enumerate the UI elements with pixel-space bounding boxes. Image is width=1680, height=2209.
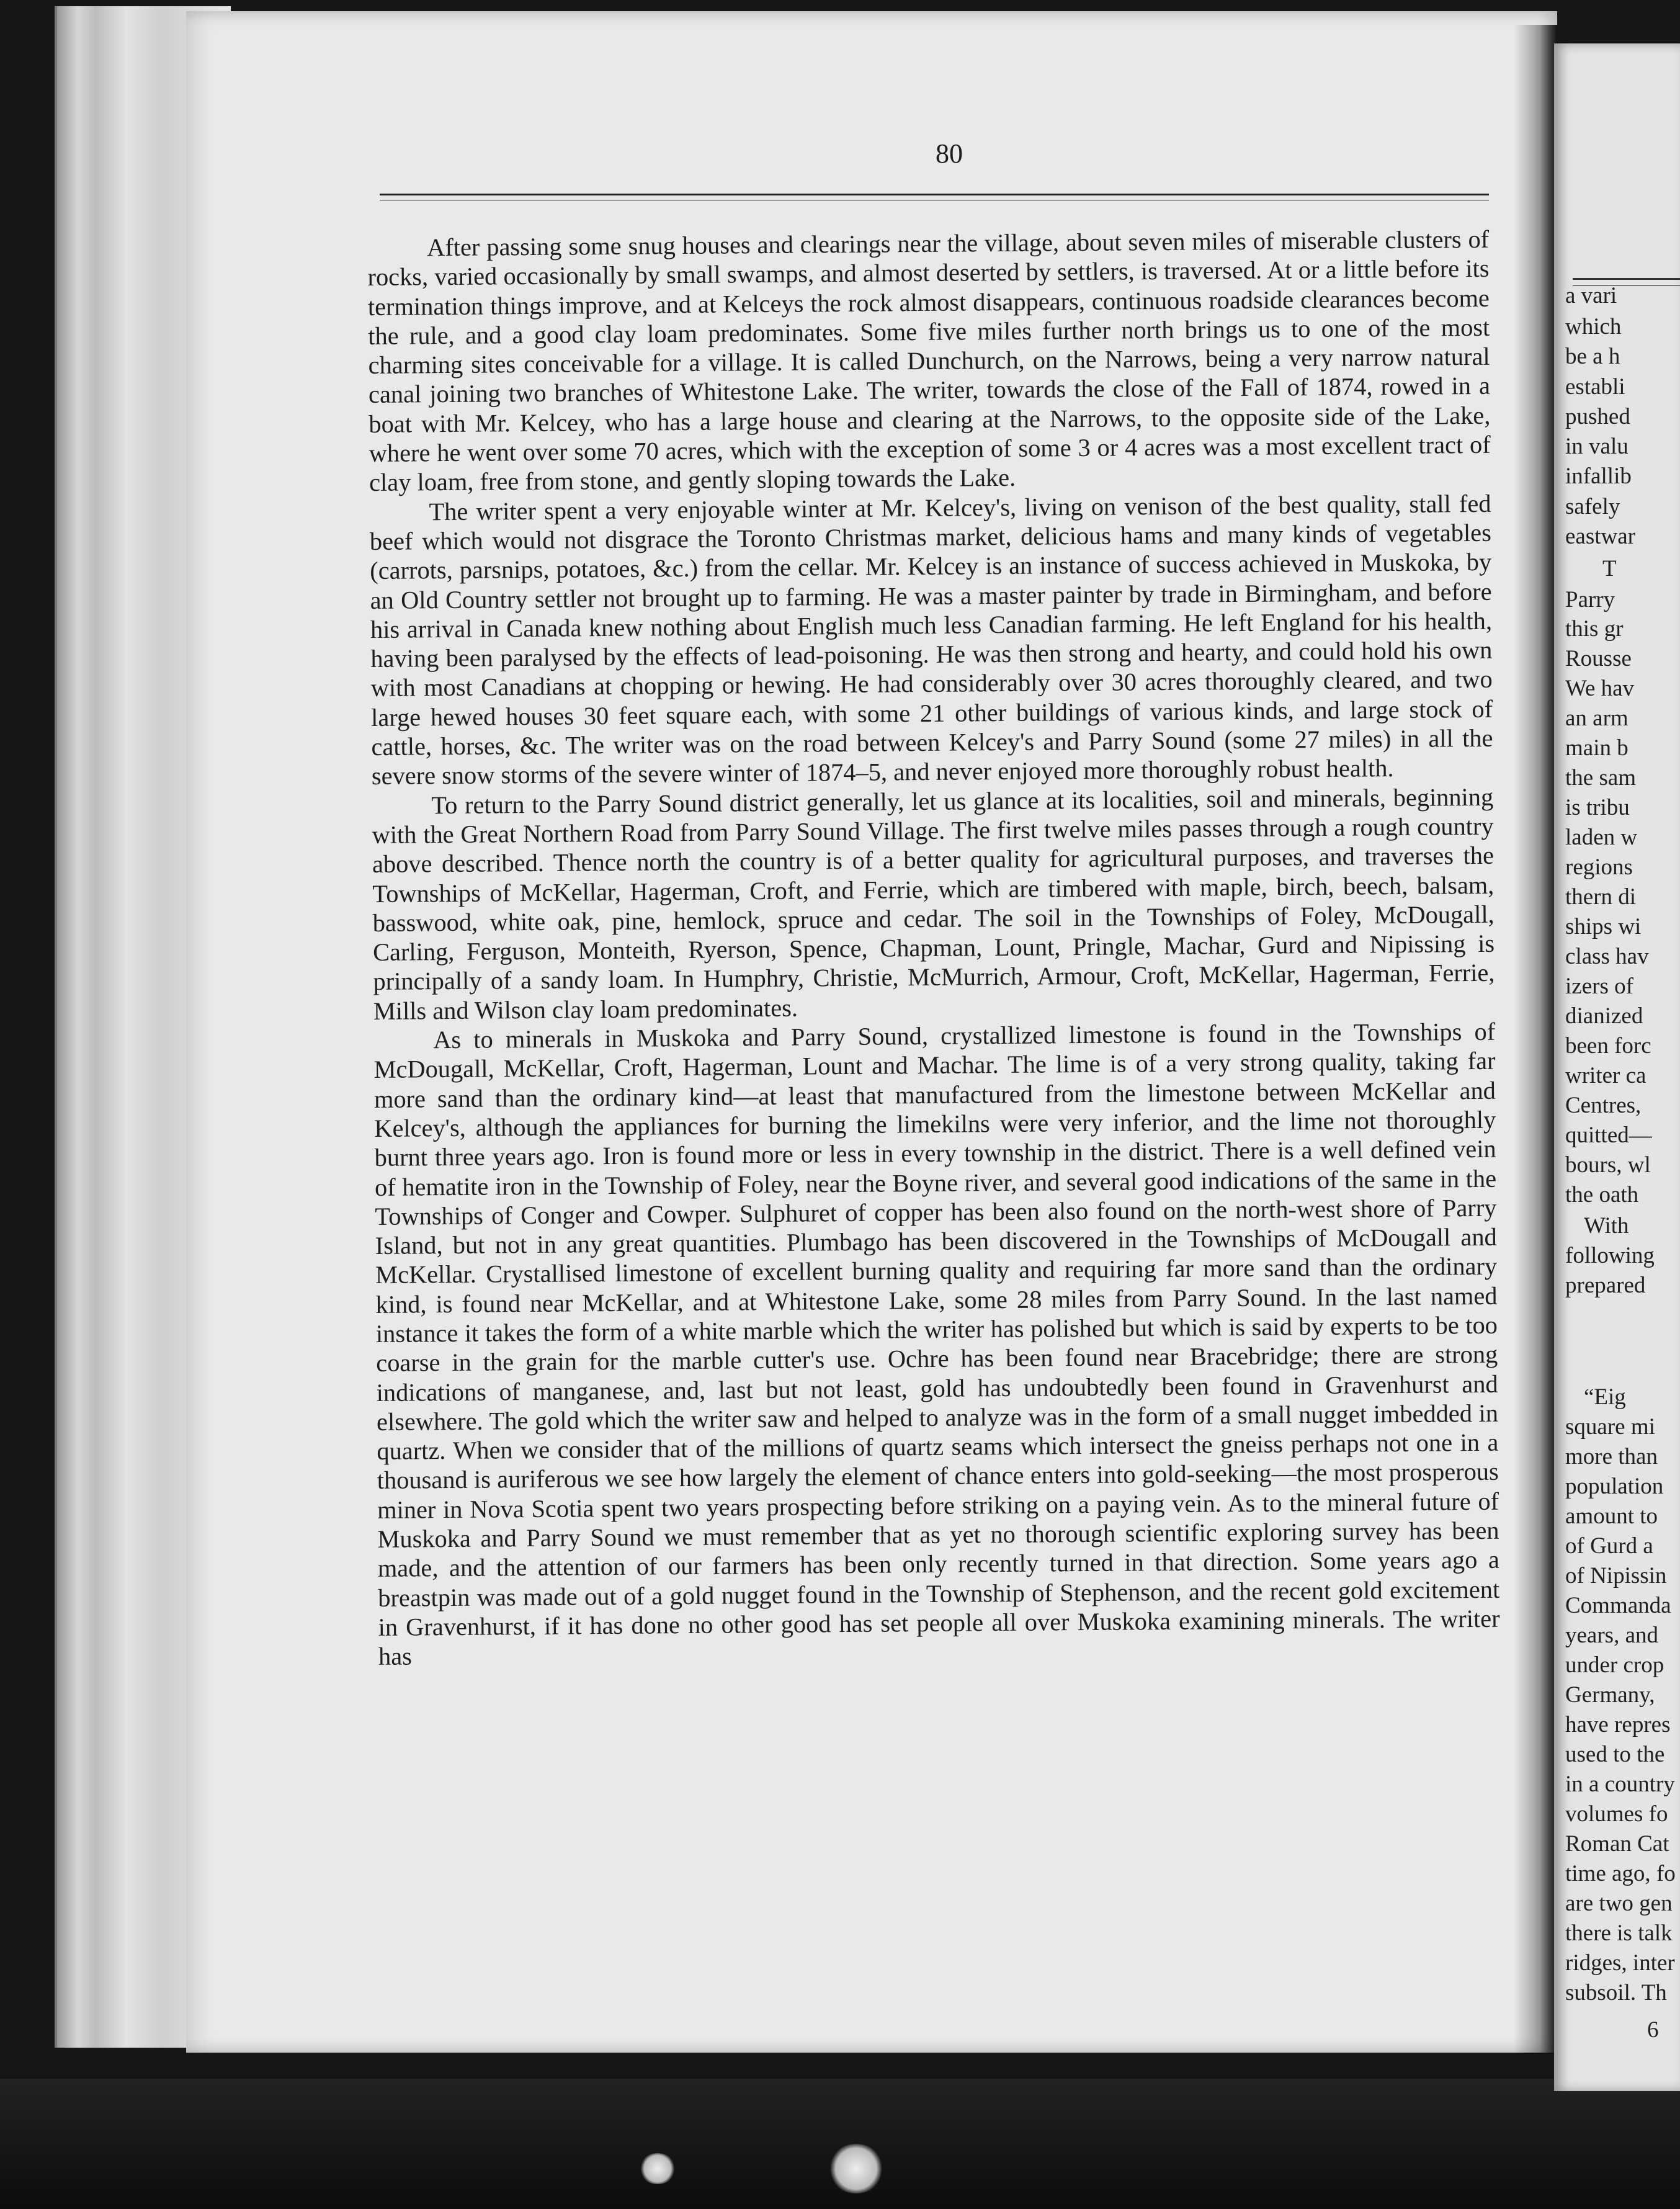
next-page-line-fragment: be a h xyxy=(1565,344,1620,369)
next-page-line-fragment: 6 xyxy=(1647,2017,1659,2043)
next-page-line-fragment: of Gurd a xyxy=(1565,1533,1653,1559)
next-page-line-fragment: quitted— xyxy=(1565,1122,1652,1148)
next-page-line-fragment: We hav xyxy=(1565,676,1635,701)
next-page-line-fragment: which xyxy=(1565,314,1622,339)
next-page-line-fragment: bours, wl xyxy=(1565,1152,1651,1178)
next-page-line-fragment: amount to xyxy=(1565,1503,1658,1529)
next-page-line-fragment: pushed xyxy=(1565,404,1630,429)
next-page-line-fragment: this gr xyxy=(1565,616,1624,642)
paragraph: To return to the Parry Sound district generally, let us glance at its localities, soil and minerals, beginning with the Great Northern Road from Parry Sound Village. The first twelve miles passes through a rough country above described. Thence north the country is of a better quality for agricultural purposes, and traverses the Townships of McKellar, Hagerman, Croft, and Ferrie, which are timbered with maple, birch, beech, balsam, basswood, white oak, pine, hemlock, spruce and cedar. The soil in the Townships of Foley, McDougall, Carling, Ferguson, Monteith, Ryerson, Spence, Chapman, Lount, Pringle, Machar, Gurd and Nipissing is principally of a sandy loam. In Humphry, Christie, McMurrich, Armour, Croft, McKellar, Hagerman, Ferrie, Mills and Wilson clay loam predominates. xyxy=(372,782,1495,1025)
next-page-line-fragment: subsoil. Th xyxy=(1565,1980,1667,2005)
next-page-edge xyxy=(1554,43,1680,2091)
backdrop-speck xyxy=(639,2153,676,2184)
next-page-line-fragment: Rousse xyxy=(1565,646,1632,671)
page-body xyxy=(367,225,1500,1672)
scanner-backdrop xyxy=(0,2079,1680,2209)
next-page-line-fragment: safely xyxy=(1565,494,1620,519)
backdrop-speck xyxy=(828,2144,884,2193)
next-page-line-fragment: Roman Cat xyxy=(1565,1831,1669,1857)
next-page-line-fragment: are two gen xyxy=(1565,1891,1673,1916)
next-page-line-fragment: Germany, xyxy=(1565,1682,1655,1708)
next-page-line-fragment: main b xyxy=(1565,735,1629,761)
next-page-line-fragment: prepared xyxy=(1565,1273,1646,1298)
next-page-line-fragment: regions xyxy=(1565,854,1633,880)
next-page-line-fragment: have repres xyxy=(1565,1712,1671,1737)
next-page-line-fragment: Centres, xyxy=(1565,1093,1642,1118)
next-page-line-fragment: used to the xyxy=(1565,1742,1665,1767)
next-page-line-fragment: volumes fo xyxy=(1565,1801,1668,1827)
next-page-line-fragment: the sam xyxy=(1565,765,1637,791)
next-page-line-fragment: With xyxy=(1584,1213,1629,1239)
paragraph: After passing some snug houses and clearings near the village, about seven miles of miserable clusters of rocks, varied occasionally by small swamps, and almost deserted by settlers, is traversed. At or a little before its termination things improve, and at Kelceys the rock almost disappears, continuous roadside clearances become the rule, and a good clay loam predominates. Some five miles further north brings us to one of the most charming sites conceivable for a village. It is called Dunchurch, on the Narrows, being a very narrow natural canal joining two branches of Whitestone Lake. The writer, towards the close of the Fall of 1874, rowed in a boat with Mr. Kelcey, who has a large house and clearing at the Narrows, to the opposite side of the Lake, where he went over some 70 acres, which with the exception of some 3 or 4 acres was a most excellent tract of clay loam, free from stone, and gently sloping towards the Lake. xyxy=(367,225,1491,497)
next-page-line-fragment: dianized xyxy=(1565,1003,1643,1029)
next-page-line-fragment: under crop xyxy=(1565,1652,1664,1678)
next-page-line-fragment: a vari xyxy=(1565,283,1617,308)
next-page-line-fragment: an arm xyxy=(1565,706,1629,731)
next-page-line-fragment: there is talk xyxy=(1565,1920,1673,1946)
next-page-line-fragment: of Nipissin xyxy=(1565,1563,1667,1588)
next-page-line-fragment: Commanda xyxy=(1565,1593,1671,1618)
next-page-line-fragment: T xyxy=(1602,556,1617,581)
next-page-line-fragment: writer ca xyxy=(1565,1063,1646,1088)
next-page-line-fragment: population xyxy=(1565,1474,1664,1499)
next-page-line-fragment: in valu xyxy=(1565,434,1629,459)
next-page-line-fragment: years, and xyxy=(1565,1623,1658,1648)
spine-gutter xyxy=(1514,25,1557,2054)
next-page-line-fragment: the oath xyxy=(1565,1182,1639,1208)
next-page-line-fragment: ridges, inter xyxy=(1565,1950,1675,1976)
next-page-line-fragment: izers of xyxy=(1565,974,1633,999)
next-page-line-fragment: in a country xyxy=(1565,1772,1675,1797)
paragraph: The writer spent a very enjoyable winter at Mr. Kelcey's, living on venison of the best quality, stall fed beef which would not disgrace the Toronto Christmas market, delicious hams and many kinds of vegetables (carrots, parsnips, potatoes, &c.) from the cellar. Mr. Kelcey is an instance of success achieved in Muskoka, by an Old Country settler not brought up to farming. He was a master painter by trade in Birmingham, and before his arrival in Canada knew nothing about English much less Canadian farming. He left England for his health, having been paralysed by the effects of lead-poisoning. He was then strong and hearty, and could hold his own with most Canadians at chopping or hewing. He had considerably over 30 acres thoroughly cleared, and two large hewed houses 30 feet square each, with some 21 other buildings of various kinds, and large stock of cattle, horses, &c. The writer was on the road between Kelcey's and Parry Sound (some 27 miles) in all the severe snow storms of the severe winter of 1874–5, and never enjoyed more thoroughly robust health. xyxy=(369,489,1493,791)
next-page-line-fragment: been forc xyxy=(1565,1033,1651,1059)
next-page-line-fragment: ships wi xyxy=(1565,914,1642,939)
page-number: 80 xyxy=(936,138,963,169)
paragraph: As to minerals in Muskoka and Parry Sound, crystallized limestone is found in the Townships of McDougall, McKellar, Croft, Hagerman, Lount and Machar. The lime is of a very strong quality, taking far more sand than the ordinary kind—at least that manufactured from the limestone between McKellar and Kelcey's, although the appliances for burning the limekilns were very inferior, and the lime not thoroughly burnt three years ago. Iron is found more or less in every township in the district. There is a well defined vein of hematite iron in the Township of Foley, near the Boyne river, and several good indications of the same in the Townships of Conger and Cowper. Sulphuret of copper has been also found on the north-west shore of Parry Island, but not in any great quantities. Plumbago has been discovered in the Townships of McDougall and McKellar. Crystallised limestone of excellent burning quality and requiring far more sand than the ordinary kind, is found near McKellar, and at Whitestone Lake, some 28 miles from Parry Sound. In the last named instance it takes the form of a white marble which the writer has polished but which is said by experts to be too coarse in the grain for the marble cutter's use. Ochre has been found near Bracebridge; there are strong indications of manganese, and, last but not least, gold has undoubtedly been found in Gravenhurst and elsewhere. The gold which the writer saw and helped to analyze was in the form of a small nugget imbedded in quartz. When we consider that of the millions of quartz seams which intersect the gneiss perhaps not one in a thousand is auriferous we see how largely the element of chance enters into gold-seeking—the most prosperous miner in Nova Scotia spent two years prospecting before striking on a paying vein. As to the mineral future of Muskoka and Parry Sound we must remember that as yet no thorough scientific exploring survey has been made, and the attention of our farmers has been only recently turned in that direction. Some years ago a breastpin was made out of a gold nugget found in the Township of Stephenson, and the recent gold excitement in Gravenhurst, if it has done no other good has set people all over Muskoka examining minerals. The writer has xyxy=(373,1017,1500,1671)
next-page-line-fragment: class hav xyxy=(1565,944,1649,969)
next-page-line-fragment: is tribu xyxy=(1565,795,1630,820)
next-page-line-fragment: thern di xyxy=(1565,884,1637,910)
next-page-line-fragment: eastwar xyxy=(1565,524,1635,549)
next-page-line-fragment: time ago, fo xyxy=(1565,1861,1676,1886)
next-page-line-fragment: establi xyxy=(1565,374,1625,400)
next-page-line-fragment: Parry xyxy=(1565,587,1615,612)
next-page-line-fragment: infallib xyxy=(1565,464,1632,489)
next-page-line-fragment: more than xyxy=(1565,1444,1658,1469)
next-page-line-fragment: square mi xyxy=(1565,1414,1655,1440)
next-page-rule xyxy=(1573,278,1680,280)
next-page-line-fragment: laden w xyxy=(1565,825,1638,850)
next-page-line-fragment: “Eig xyxy=(1584,1384,1626,1410)
header-rule xyxy=(380,194,1489,195)
next-page-line-fragment: following xyxy=(1565,1243,1655,1268)
